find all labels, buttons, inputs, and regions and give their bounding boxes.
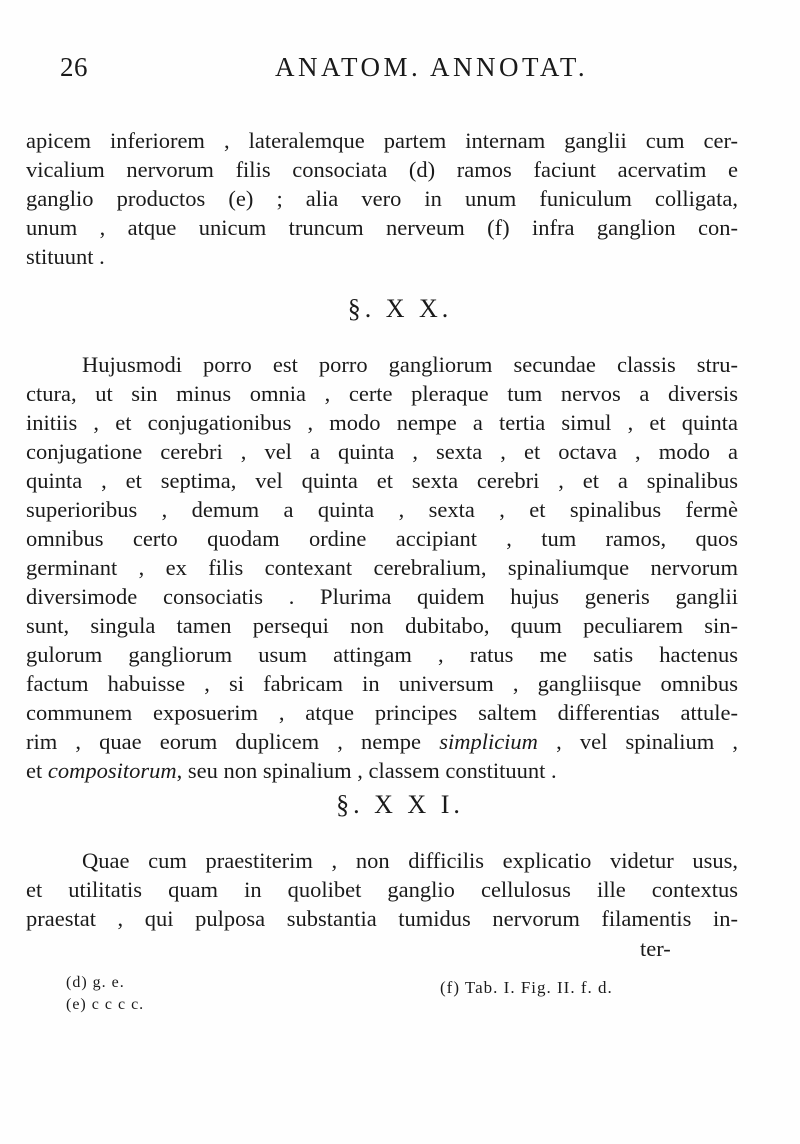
text-line: diversimode consociatis . Plurima quidem hujus generis ganglii <box>26 584 738 609</box>
text-line: et utilitatis quam in quolibet ganglio cellulosus ille contextus <box>26 877 738 902</box>
footnote-d: (d) g. e. <box>66 974 125 991</box>
text-line: unum , atque unicum truncum nerveum (f) infra ganglion con- <box>26 215 738 240</box>
running-title: ANATOM. ANNOTAT. <box>275 52 589 82</box>
text-line: germinant , ex filis contexant cerebralium, spinaliumque nervorum <box>26 555 738 580</box>
text-line: communem exposuerim , atque principes saltem differentias attule- <box>26 700 738 725</box>
text-line: Hujusmodi porro est porro gangliorum secundae classis stru- <box>82 352 738 377</box>
text-line: ctura, ut sin minus omnia , certe pleraque tum nervos a diversis <box>26 381 738 406</box>
text-line: apicem inferiorem , lateralemque partem internam ganglii cum cer- <box>26 128 738 153</box>
text-line: initiis , et conjugationibus , modo nempe a tertia simul , et quinta <box>26 410 738 435</box>
text-line: ganglio productos (e) ; alia vero in unum funiculum colligata, <box>26 186 738 211</box>
text-line: factum habuisse , si fabricam in universum , gangliisque omnibus <box>26 671 738 696</box>
section-heading: §. X X I. <box>336 790 464 819</box>
text-line-mixed <box>26 758 738 784</box>
text-segment: , seu non spinalium , classem constituunt . <box>176 758 557 783</box>
text-segment: , vel spinalium , <box>556 729 739 754</box>
text-line: vicalium nervorum filis consociata (d) ramos faciunt acervatim e <box>26 157 738 182</box>
italic-term: simplicium <box>439 729 538 754</box>
text-line: superioribus , demum a quinta , sexta , et spinalibus fermè <box>26 497 738 522</box>
italic-term: compositorum <box>47 758 177 783</box>
text-line: conjugatione cerebri , vel a quinta , sexta , et octava , modo a <box>26 439 738 464</box>
text-line: gulorum gangliorum usum attingam , ratus me satis hactenus <box>26 642 738 667</box>
text-line: omnibus certo quodam ordine accipiant , tum ramos, quos <box>26 526 738 551</box>
text-line: stituunt . <box>26 244 105 269</box>
footnote-f: (f) Tab. I. Fig. II. f. d. <box>440 978 613 997</box>
page-number: 26 <box>60 52 88 82</box>
text-line: praestat , qui pulposa substantia tumidus nervorum filamentis in- <box>26 906 738 931</box>
text-line: Quae cum praestiterim , non difficilis explicatio videtur usus, <box>82 848 738 873</box>
footnote-e: (e) c c c c. <box>66 996 145 1013</box>
text-line: sunt, singula tamen persequi non dubitabo, quum peculiarem sin- <box>26 613 738 638</box>
text-segment: rim , quae eorum duplicem , nempe <box>26 729 422 754</box>
page-header <box>60 52 750 92</box>
text-line-mixed <box>26 729 738 755</box>
catchword: ter- <box>640 936 671 961</box>
text-line: quinta , et septima, vel quinta et sexta cerebri , et a spinalibus <box>26 468 738 493</box>
text-segment: et <box>26 758 43 783</box>
section-heading: §. X X. <box>347 294 453 323</box>
